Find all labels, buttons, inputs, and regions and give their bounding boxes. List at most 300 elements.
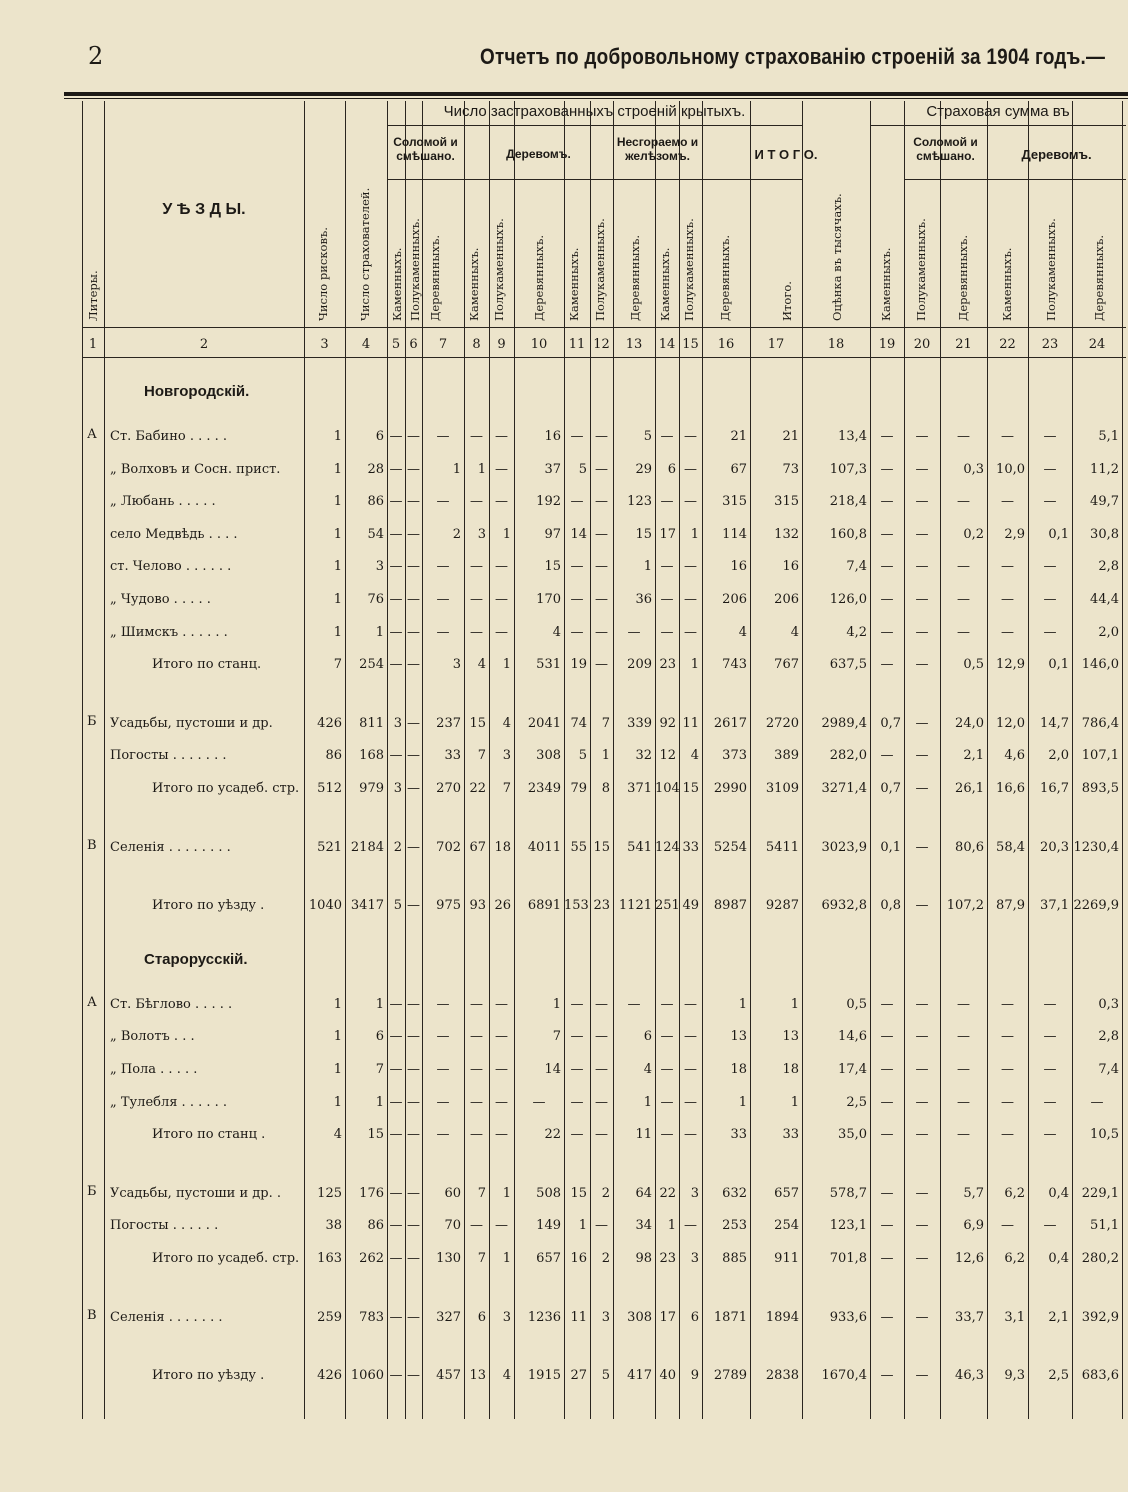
table-cell: — [436,559,450,575]
table-row [82,657,1126,681]
table-cell: — [470,494,483,510]
table-cell: 3 [502,748,511,764]
row-label: „ Шимскъ . . . . . . [110,624,228,640]
table-cell: 1 [333,494,342,510]
table-cell: 60 [444,1185,461,1201]
header-litery: Литеры. [86,270,100,321]
table-cell: 21 [782,429,799,444]
table-cell: 1 [502,1185,511,1201]
table-cell: — [495,624,508,640]
table-cell: 21 [730,429,747,444]
table-cell: — [595,429,608,444]
table-cell: 6 [375,1029,384,1045]
row-label: Усадьбы, пустоши и др. [110,715,273,731]
header-derev: Деревянныхъ. [628,235,642,321]
table-cell: 2,0 [1098,624,1119,640]
table-cell: — [915,526,929,542]
table-cell: 1 [790,1094,799,1110]
column-number: 23 [1041,337,1059,352]
table-cell: 0,3 [1098,996,1119,1012]
table-cell: — [595,624,608,640]
column-number: 22 [999,337,1016,352]
table-cell: 979 [359,781,384,796]
table-cell: — [915,839,929,855]
table-cell: — [1001,592,1014,607]
table-cell: — [880,1029,894,1045]
header-itogo-col: Итого. [780,281,794,321]
table-cell: 4,2 [846,624,867,640]
table-cell: — [595,1218,608,1234]
table-cell: — [880,1062,894,1077]
table-cell: 15 [469,715,486,731]
table-cell: 6 [690,1309,699,1325]
table-cell: — [684,1218,697,1234]
table-row [82,748,1126,772]
table-cell: 10,5 [1090,1127,1119,1143]
table-cell: 18 [730,1062,747,1077]
table-cell: — [915,781,929,796]
table-cell: 107,2 [946,898,984,914]
table-cell: — [470,1127,483,1143]
table-cell: 7 [477,1251,486,1266]
table-cell: 18 [782,1062,799,1077]
table-cell: 7,4 [846,559,867,575]
subgroup-rule [464,179,802,180]
table-cell: 701,8 [829,1251,867,1266]
header-kamen: Каменныхъ. [567,247,581,321]
table-cell: — [407,1309,420,1325]
header-podkamen: Полукаменныхъ. [914,218,928,321]
table-cell: 632 [722,1185,747,1201]
table-cell: — [389,559,403,575]
table-cell: — [660,624,674,640]
table-cell: 1040 [308,898,342,914]
header-bottom-rule [82,327,1126,328]
table-cell: 11 [682,715,699,731]
table-cell: 123,1 [829,1218,867,1234]
table-cell: 1230,4 [1073,839,1119,855]
table-row [82,1062,1126,1086]
table-cell: — [495,1062,508,1077]
table-cell: — [570,1029,584,1045]
table-cell: — [595,1062,608,1077]
table-cell: 7 [333,657,342,673]
table-cell: 933,6 [829,1309,867,1325]
table-cell: 15 [544,559,561,575]
table-cell: — [880,1127,894,1143]
column-number: 12 [593,337,610,352]
table-cell: — [915,1029,929,1045]
table-cell: 70 [444,1218,461,1234]
header-derev: Деревянныхъ. [1092,235,1106,321]
table-cell: 54 [367,526,384,542]
table-cell: 23 [659,657,676,673]
row-label: Селенія . . . . . . . [110,1309,223,1325]
table-cell: 2990 [713,781,747,796]
table-cell: — [880,429,894,444]
header-derev: Деревянныхъ. [718,235,732,321]
table-cell: 254 [774,1218,799,1234]
table-cell: 17 [659,526,676,542]
table-cell: 16 [570,1251,587,1266]
table-cell: — [1043,559,1057,575]
insurance-table [82,101,1126,1419]
table-cell: — [407,715,420,731]
header-solomoy2: Соломой и смѣшано. [913,135,978,163]
table-cell: 2617 [713,715,747,731]
table-cell: 1 [333,996,342,1012]
table-cell: 32 [635,748,652,764]
table-cell: — [495,1218,508,1234]
table-cell: — [660,1029,674,1045]
table-cell: — [436,1127,450,1143]
table-cell: 2,5 [1048,1368,1069,1384]
table-cell: 315 [722,494,747,510]
table-cell: 1915 [527,1368,561,1384]
table-cell: 1 [578,1218,587,1234]
table-cell: 280,2 [1081,1251,1119,1266]
column-number: 15 [682,337,699,352]
table-cell: 315 [774,494,799,510]
table-cell: 392,9 [1081,1309,1119,1325]
row-label: ст. Челово . . . . . . [110,559,232,575]
table-cell: — [880,461,894,477]
row-label: „ Любань . . . . . [110,494,216,510]
table-cell: 126,0 [829,592,867,607]
row-label: Селенія . . . . . . . . [110,839,231,855]
table-cell: 1 [333,526,342,542]
table-cell: — [957,1029,970,1045]
table-cell: — [915,461,929,477]
table-cell: — [495,996,508,1012]
table-cell: — [915,996,929,1012]
table-cell: 2 [393,839,402,855]
table-cell: 5 [578,461,587,477]
table-cell: 22 [659,1185,676,1201]
header-rule-thin [64,98,1128,99]
table-cell: 15 [367,1127,384,1143]
table-cell: 2184 [350,839,384,855]
table-cell: — [436,592,450,607]
row-label: „ Пола . . . . . [110,1062,198,1077]
table-cell: 7 [601,715,610,731]
table-cell: — [627,996,641,1012]
table-cell: 6 [375,429,384,444]
table-cell: 1 [333,592,342,607]
row-label: Итого по станц. [152,657,262,673]
header-kamen: Каменныхъ. [879,247,893,321]
header-rule [64,92,1128,96]
table-cell: 3,1 [1004,1309,1025,1325]
table-cell: — [470,1218,483,1234]
table-cell: 125 [317,1185,342,1201]
table-cell: — [660,494,674,510]
column-number: 3 [320,337,329,352]
table-cell: 6 [667,461,676,477]
table-cell: 786,4 [1081,715,1119,731]
column-number: 16 [717,337,735,352]
table-cell: 170 [536,592,561,607]
table-cell: 1871 [713,1309,747,1325]
table-cell: — [684,592,697,607]
table-cell: — [1090,1094,1104,1110]
table-cell: 192 [536,494,561,510]
table-cell: — [495,1127,508,1143]
table-cell: 12,6 [955,1251,984,1266]
table-cell: 18 [494,839,511,855]
table-cell: 4 [690,748,699,764]
header-derev: Деревянныхъ. [428,235,442,321]
table-cell: 104 [655,781,680,796]
row-label: Погосты . . . . . . [110,1218,219,1234]
header-podkamen: Полукаменныхъ. [682,218,696,321]
table-cell: — [436,494,450,510]
table-cell: 74 [570,715,587,731]
table-cell: 64 [635,1185,652,1201]
table-cell: — [1043,624,1057,640]
table-cell: 371 [627,781,652,796]
table-cell: 12,9 [996,657,1025,673]
table-cell: 1 [333,429,342,444]
table-cell: 911 [774,1251,799,1266]
row-label: „ Чудово . . . . . [110,592,211,607]
table-cell: 2,1 [1048,1309,1069,1325]
table-cell: — [532,1094,546,1110]
table-cell: 4,6 [1004,748,1025,764]
table-cell: 55 [570,839,587,855]
table-cell: 5 [643,429,652,444]
table-cell: 2,8 [1098,1029,1119,1045]
table-cell: 1 [790,996,799,1012]
table-cell: — [595,996,608,1012]
table-cell: 51,1 [1090,1218,1119,1234]
table-cell: 2838 [765,1368,799,1384]
table-cell: 11 [570,1309,587,1325]
table-cell: — [389,592,403,607]
table-cell: 1 [333,559,342,575]
table-cell: — [389,657,403,673]
table-cell: — [684,1062,697,1077]
table-cell: — [660,592,674,607]
header-kamen: Каменныхъ. [467,247,481,321]
table-cell: — [915,1185,929,1201]
table-cell: — [570,494,584,510]
table-cell: 5,1 [1098,429,1119,444]
table-cell: — [915,1368,929,1384]
table-cell: 12 [659,748,676,764]
table-cell: — [470,559,483,575]
table-cell: — [407,1029,420,1045]
table-cell: 457 [436,1368,461,1384]
table-cell: 30,8 [1090,526,1119,542]
table-cell: — [660,1094,674,1110]
table-cell: — [957,494,970,510]
table-cell: — [389,1185,403,1201]
table-cell: 5 [393,898,402,914]
row-label: Ст. Бѣглово . . . . . [110,996,233,1012]
table-cell: 3 [393,781,402,796]
table-cell: — [595,657,608,673]
table-cell: 163 [317,1251,342,1266]
table-cell: — [495,494,508,510]
table-cell: 975 [436,898,461,914]
column-number: 6 [409,337,418,352]
table-cell: 8987 [713,898,747,914]
column-number: 21 [955,337,972,352]
table-cell: — [684,1094,697,1110]
table-cell: — [880,1185,894,1201]
column-number: 24 [1088,337,1106,352]
page-title: Отчетъ по добровольному страхованію строеній за 1904 годъ.— [480,44,1106,69]
table-cell: 4 [552,624,561,640]
table-cell: 1 [333,461,342,477]
table-row [82,994,1126,1021]
table-cell: 1 [552,996,561,1012]
table-cell: 13,4 [838,429,867,444]
table-cell: — [495,559,508,575]
table-cell: — [595,494,608,510]
table-cell: 637,5 [829,657,867,673]
table-cell: 0,5 [846,996,867,1012]
table-cell: 26,1 [955,781,984,796]
table-cell: — [1001,1127,1014,1143]
table-cell: 3 [477,526,486,542]
table-cell: — [389,526,403,542]
table-cell: 36 [635,592,652,607]
header-nesgor: Несгораемо и желѣзомъ. [616,135,699,163]
table-row [82,592,1126,616]
table-cell: 4 [502,1368,511,1384]
table-cell: 5 [601,1368,610,1384]
table-cell: 35,0 [838,1127,867,1143]
table-cell: — [436,996,450,1012]
table-cell: 5254 [713,839,747,855]
table-cell: 1 [502,1251,511,1266]
header-strakh: Число страхователей. [358,187,372,321]
row-label: Ст. Бабино . . . . . [110,429,228,444]
table-cell: 86 [325,748,342,764]
table-cell: 7 [477,1185,486,1201]
table-cell: 417 [627,1368,652,1384]
table-cell: 683,6 [1081,1368,1119,1384]
table-cell: 209 [627,657,652,673]
table-cell: — [389,748,403,764]
table-row [82,625,1126,649]
table-cell: 8 [601,781,610,796]
table-cell: — [957,592,970,607]
table-cell: 14,7 [1040,715,1069,731]
table-cell: — [915,624,929,640]
table-cell: — [1043,1094,1057,1110]
table-row [82,429,1126,453]
table-cell: 34 [635,1218,652,1234]
table-cell: — [880,1094,894,1110]
table-cell: — [436,1094,450,1110]
table-cell: 1 [477,461,486,477]
table-cell: 218,4 [829,494,867,510]
table-cell: 541 [627,839,652,855]
table-cell: 33,7 [955,1309,984,1325]
table-cell: 3 [690,1251,699,1266]
table-cell: — [470,429,483,444]
table-cell: 2789 [713,1368,747,1384]
table-cell: 123 [627,494,652,510]
header-kamen: Каменныхъ. [658,247,672,321]
group-rule [870,125,1126,126]
table-cell: 93 [469,898,486,914]
table-cell: 0,4 [1048,1251,1069,1266]
table-cell: — [389,624,403,640]
table-row [82,898,1126,922]
row-letter: А [87,994,97,1010]
row-letter: В [87,1307,97,1323]
table-cell: — [915,1218,929,1234]
table-cell: 33 [682,839,699,855]
header-otsenka: Оцѣнка въ тысячахъ. [830,193,844,321]
table-cell: — [1001,429,1014,444]
table-cell: 7,4 [1098,1062,1119,1077]
row-label: „ Волотъ . . . [110,1029,195,1045]
table-cell: 86 [367,1218,384,1234]
table-cell: — [1043,429,1057,444]
table-cell: 5,7 [963,1185,984,1201]
table-cell: 12,0 [996,715,1025,731]
table-cell: 107,1 [1081,748,1119,764]
table-cell: 6891 [527,898,561,914]
header-itogo: И Т О Г О. [754,147,818,162]
section-title: Новгородскій. [144,383,250,400]
table-cell: — [407,526,420,542]
header-derevom: Деревомъ. [506,147,571,161]
table-cell: — [957,624,970,640]
table-cell: — [470,1029,483,1045]
table-cell: — [915,1309,929,1325]
table-cell: 13 [469,1368,486,1384]
table-cell: 1 [643,1094,652,1110]
table-cell: 23 [659,1251,676,1266]
table-cell: — [436,1029,450,1045]
table-cell: 767 [774,657,799,673]
table-cell: — [389,1029,403,1045]
table-cell: — [407,1094,420,1110]
table-row [82,559,1126,583]
table-cell: 426 [317,1368,342,1384]
table-cell: — [407,1368,420,1384]
table-cell: — [957,559,970,575]
table-cell: 0,7 [880,781,901,796]
table-cell: 4011 [527,839,561,855]
table-cell: — [1001,1029,1014,1045]
table-cell: 893,5 [1081,781,1119,796]
column-number: 17 [767,337,785,352]
table-cell: — [1001,1094,1014,1110]
table-cell: — [957,1062,970,1077]
table-cell: 426 [317,715,342,731]
table-cell: 389 [774,748,799,764]
table-cell: 4 [643,1062,652,1077]
table-cell: 783 [359,1309,384,1325]
table-cell: 4 [790,624,799,640]
table-cell: 206 [774,592,799,607]
table-cell: 327 [436,1309,461,1325]
table-cell: 11,2 [1090,461,1119,477]
table-cell: — [1001,1218,1014,1234]
table-cell: 262 [359,1251,384,1266]
table-cell: — [595,461,608,477]
header-solomoy: Соломой и смѣшано. [393,135,458,163]
table-cell: — [1001,1062,1014,1077]
column-number: 5 [391,337,401,352]
